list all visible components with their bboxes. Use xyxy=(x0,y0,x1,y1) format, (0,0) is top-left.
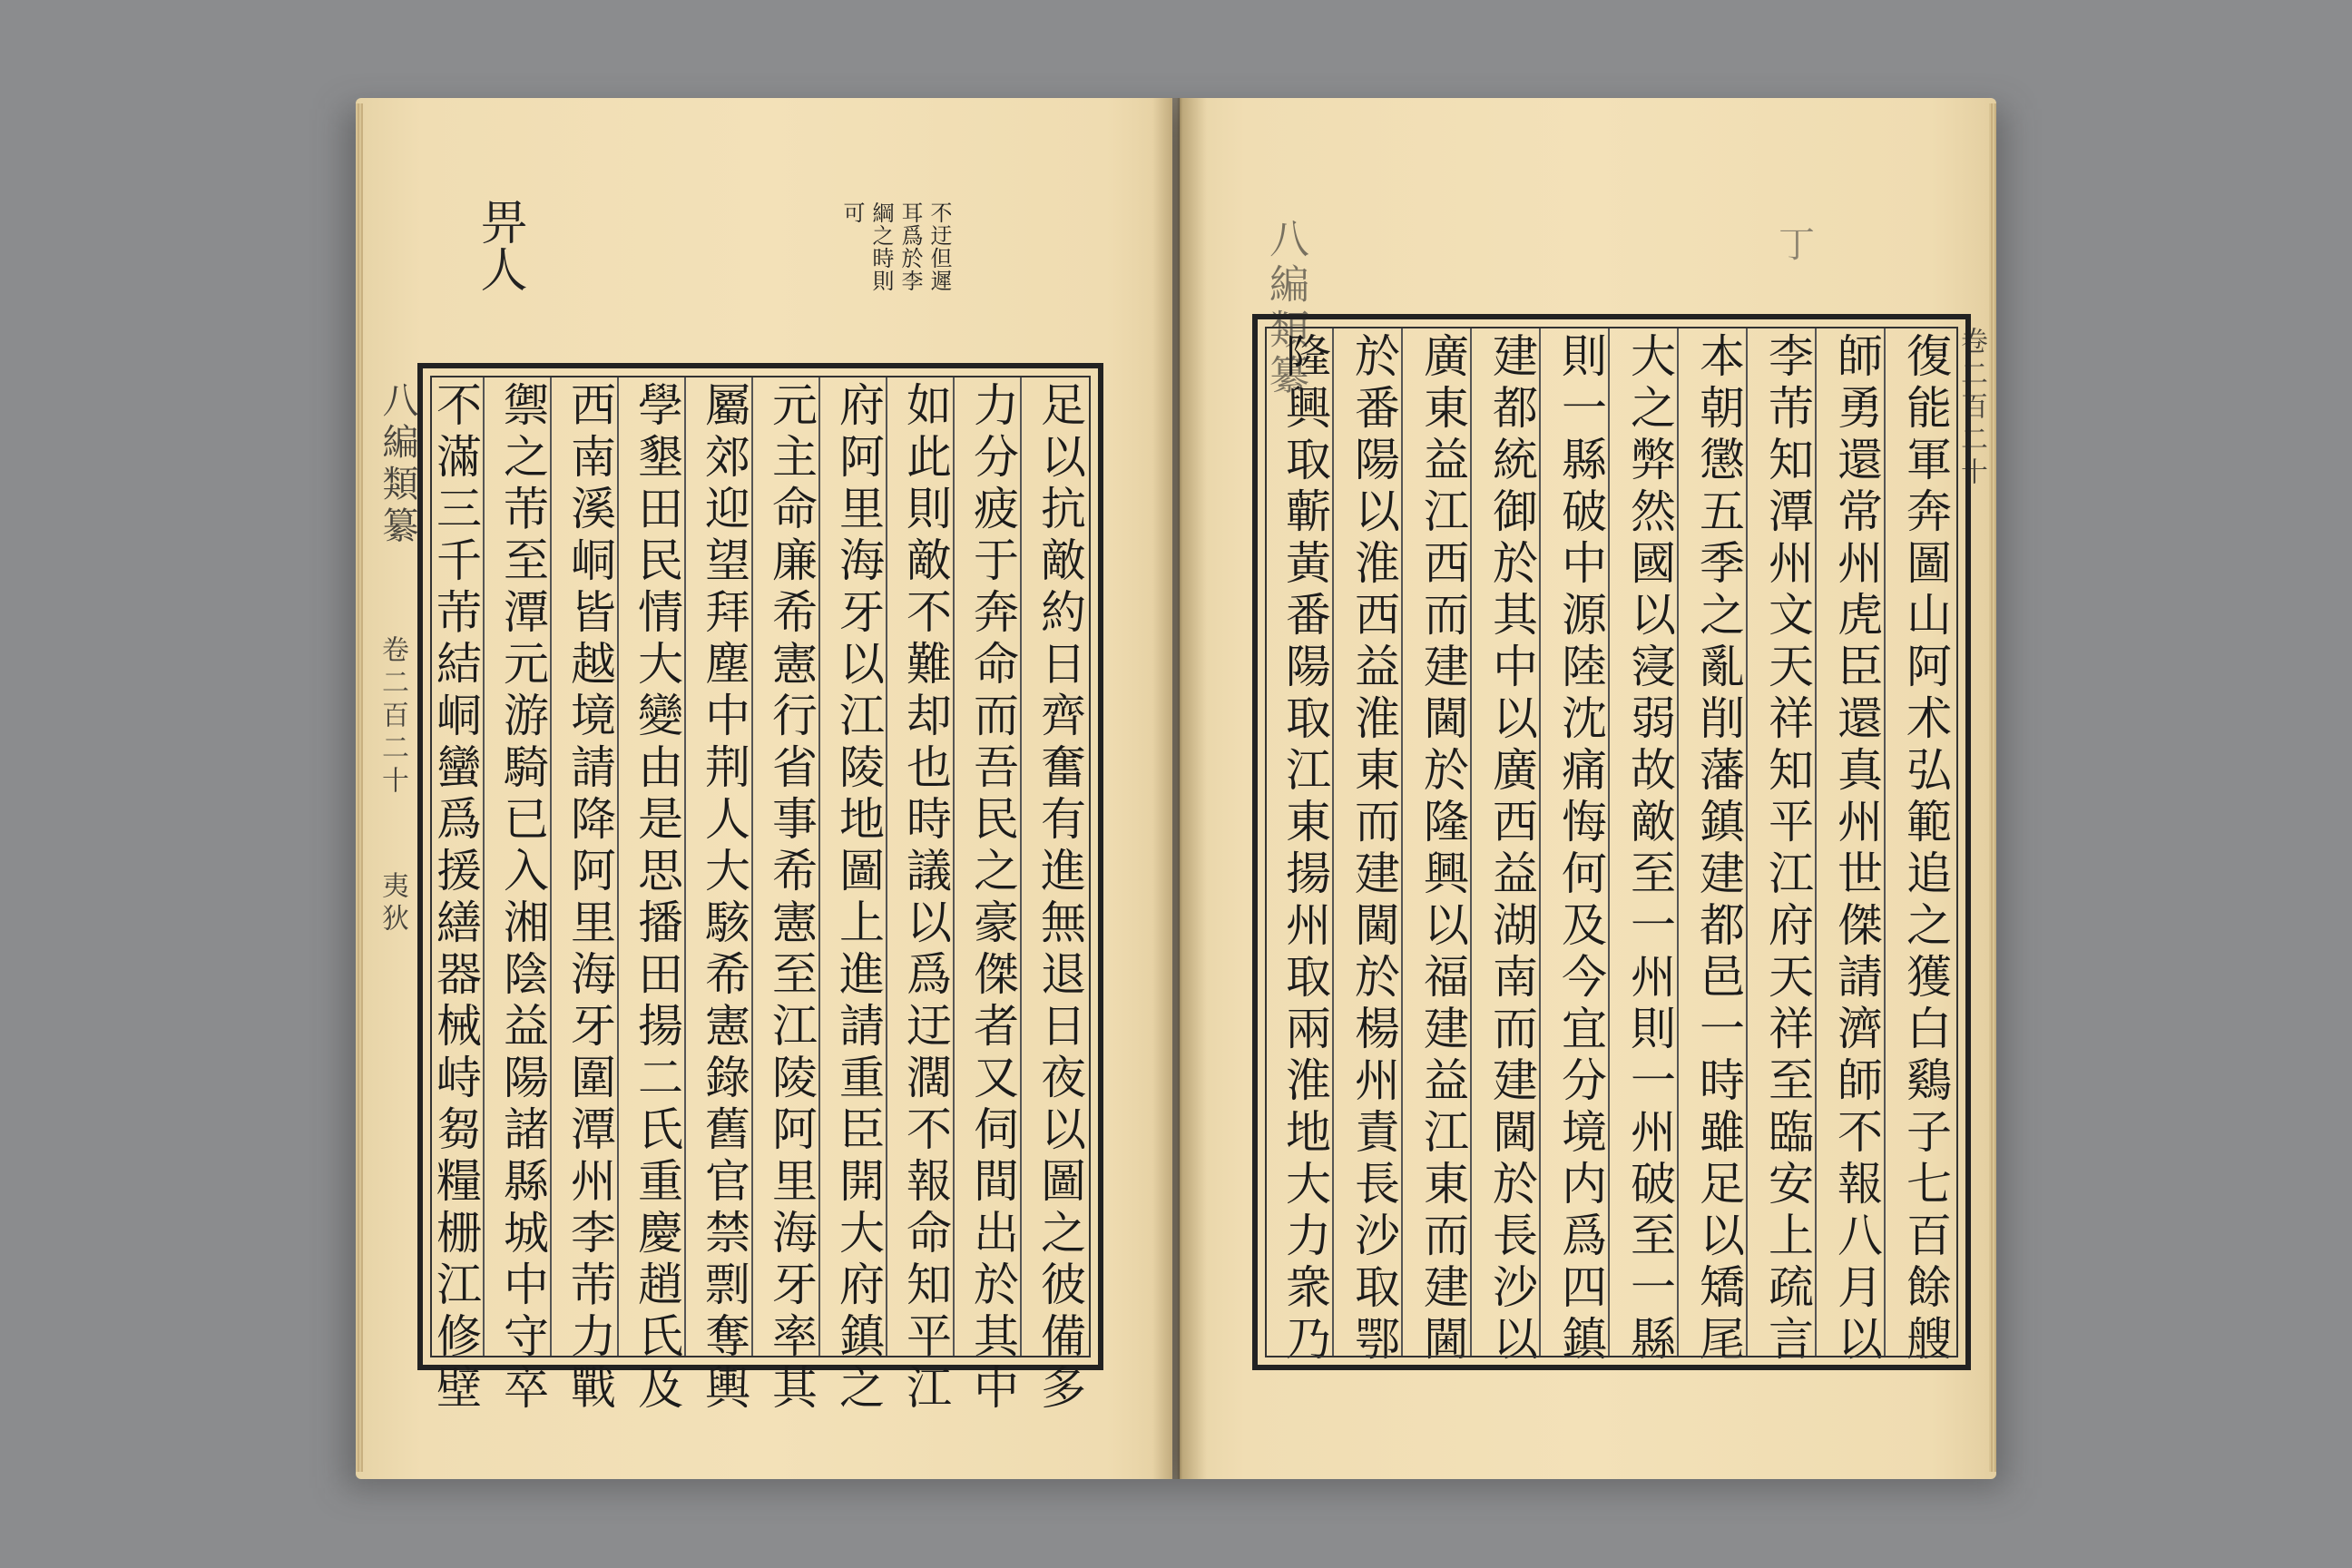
column-rule xyxy=(1332,328,1334,1356)
column-rule xyxy=(1401,328,1403,1356)
left-column-2: 力分疲于奔命而吾民之豪傑者又伺間出於其中 xyxy=(966,381,1019,1416)
right-column-3: 李芾知潭州文天祥知平江府天祥至臨安上疏言 xyxy=(1761,332,1814,1367)
right-column-6: 則一縣破中源陸沈痛悔何及今宜分境内爲四鎮 xyxy=(1554,332,1607,1367)
right-fold-volume: 卷二百二十 xyxy=(1955,327,1987,490)
left-column-6: 屬郊迎望拜塵中荆人大駭希憲錄舊官禁剽奪輿 xyxy=(698,381,750,1416)
column-rule xyxy=(1539,328,1541,1356)
left-column-10: 不滿三千芾結峒蠻爲援繕器械峙芻糧栅江修壁 xyxy=(429,381,482,1416)
right-column-9: 於番陽以淮西益淮東而建閫於楊州責長沙取鄂 xyxy=(1348,332,1400,1367)
left-page-edge xyxy=(356,103,363,1472)
left-column-8: 西南溪峒皆越境請降阿里海牙圍潭州李芾力戰 xyxy=(564,381,616,1416)
left-header-note: 畀人 xyxy=(472,198,526,292)
column-rule xyxy=(886,377,887,1356)
right-page-edge xyxy=(1989,103,1996,1472)
right-fold-title: 八編類纂 xyxy=(1262,218,1308,399)
book-gutter xyxy=(1152,98,1207,1479)
column-rule xyxy=(1746,328,1748,1356)
right-column-2: 師勇還常州虎臣還真州世傑請濟師不報八月以 xyxy=(1830,332,1883,1367)
left-text-block xyxy=(417,363,1103,1416)
column-rule xyxy=(818,377,820,1356)
column-rule xyxy=(1884,328,1886,1356)
right-column-1: 復能軍奔圖山阿术弘範追之獲白鷄子七百餘艘 xyxy=(1899,332,1952,1367)
column-rule xyxy=(1677,328,1679,1356)
column-rule xyxy=(953,377,955,1356)
right-column-10: 隆興取蘄黃番陽取江東揚州取兩淮地大力衆乃 xyxy=(1279,332,1331,1367)
left-column-5: 元主命廉希憲行省事希憲至江陵阿里海牙率其 xyxy=(765,381,818,1416)
left-fold-title: 八編類纂 xyxy=(377,381,418,548)
right-text-block xyxy=(1252,314,1971,1370)
left-column-9: 禦之芾至潭元游騎已入湘陰益陽諸縣城中守卒 xyxy=(496,381,549,1416)
margin-note-line-4: 可 xyxy=(839,201,865,224)
column-rule xyxy=(550,377,552,1356)
left-column-7: 學墾田民情大變由是思播田揚二氏重慶趙氏及 xyxy=(631,381,683,1416)
column-rule xyxy=(1608,328,1610,1356)
column-rule xyxy=(483,377,485,1356)
right-column-5: 大之弊然國以寖弱故敵至一州則一州破至一縣 xyxy=(1623,332,1676,1367)
column-rule xyxy=(617,377,619,1356)
margin-note-line-3: 綱之時則 xyxy=(868,201,894,292)
column-rule xyxy=(1020,377,1022,1356)
column-rule xyxy=(1815,328,1817,1356)
left-column-1: 足以抗敵約日齊奮有進無退日夜以圖之彼備多 xyxy=(1034,381,1086,1416)
right-top-marks: 丁 xyxy=(1779,224,1822,266)
right-column-7: 建都統御於其中以廣西益湖南而建閫於長沙以 xyxy=(1485,332,1538,1367)
left-fold-section: 夷狄 xyxy=(377,871,408,936)
left-column-3: 如此則敵不難却也時議以爲迂濶不報命知平江 xyxy=(899,381,952,1416)
left-column-4: 府阿里海牙以江陵地圖上進請重臣開大府鎮之 xyxy=(832,381,885,1416)
column-rule xyxy=(684,377,686,1356)
column-rule xyxy=(1470,328,1472,1356)
column-rule xyxy=(751,377,753,1356)
right-column-4: 本朝懲五季之亂削藩鎮建都邑一時雖足以矯尾 xyxy=(1692,332,1745,1367)
left-fold-volume: 卷二百二十 xyxy=(377,635,408,799)
margin-note-line-1: 不迂但遲 xyxy=(926,201,952,292)
right-column-8: 廣東益江西而建閫於隆興以福建益江東而建閫 xyxy=(1416,332,1469,1367)
margin-note-line-2: 耳爲於李 xyxy=(897,201,923,292)
